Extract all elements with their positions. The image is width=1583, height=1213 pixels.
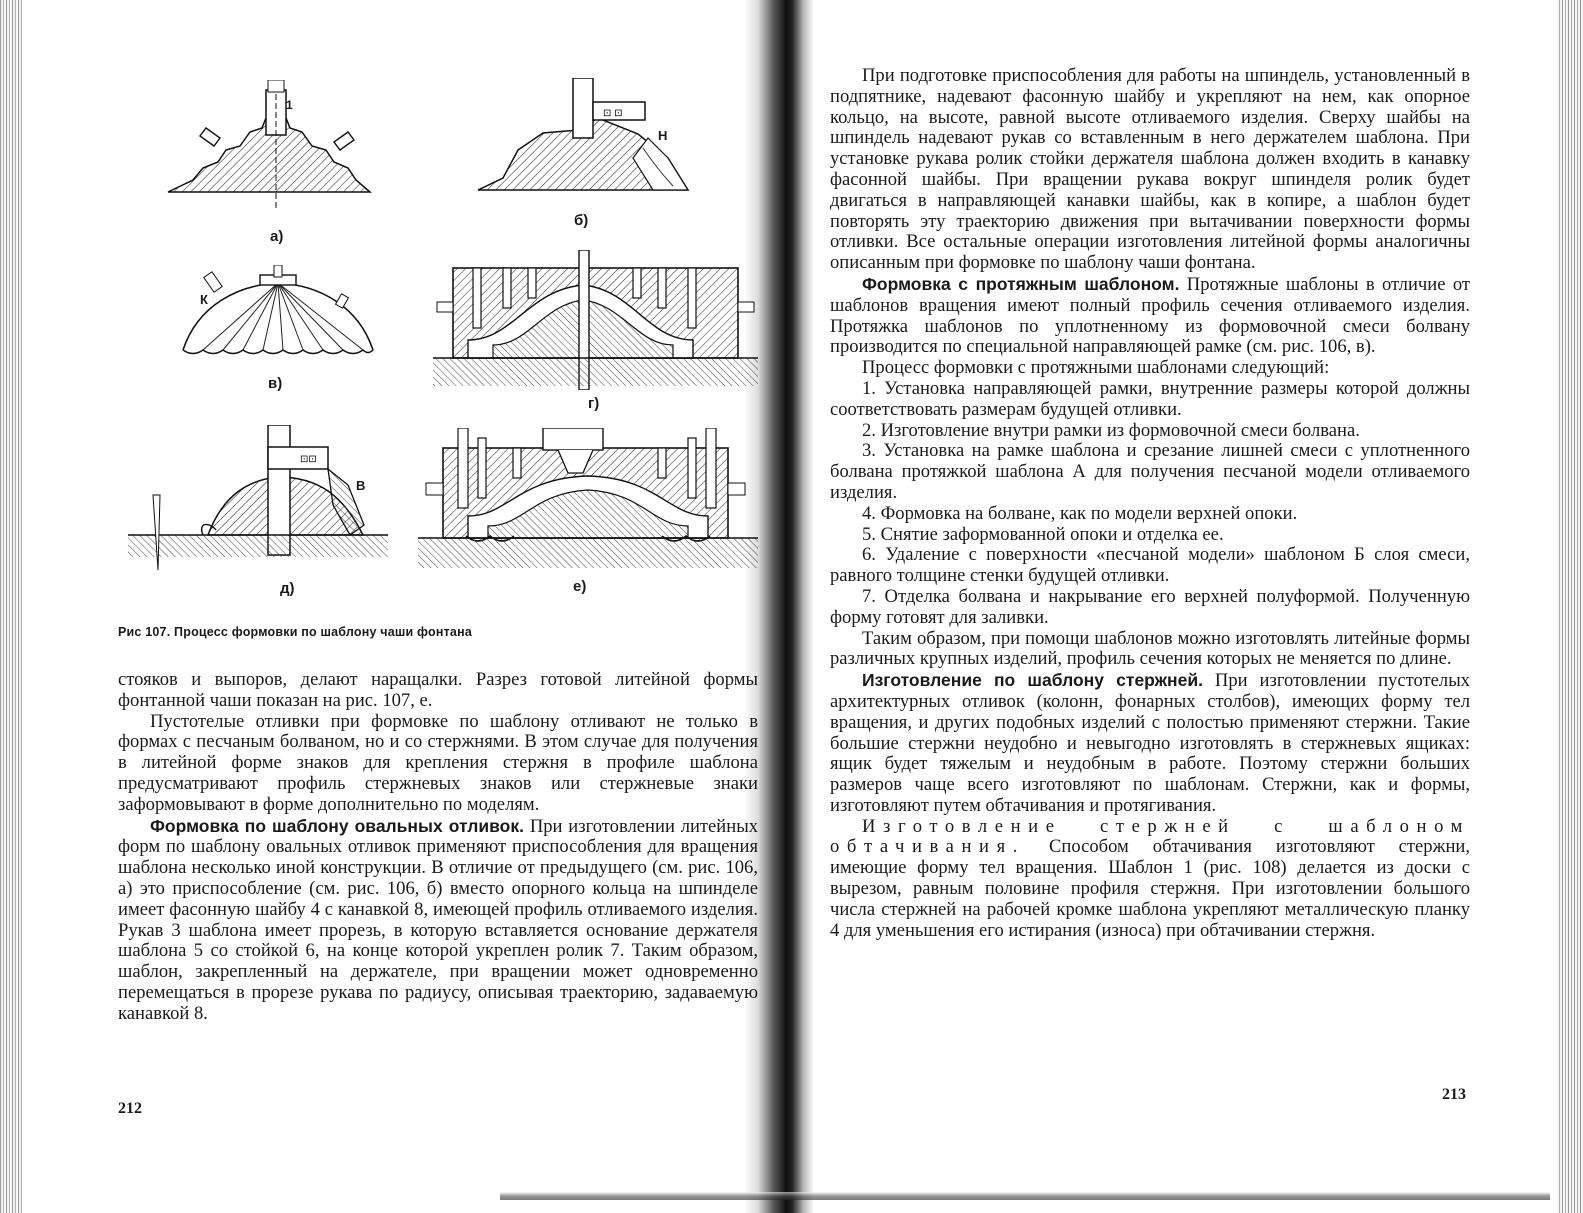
paragraph: Таким образом, при помощи шаблонов можно изготовлять литейные формы различных крупных изделий, профиль сечения которых не меняется по длине. <box>830 627 1470 670</box>
paragraph-cores-body: При изготовлении пустотелых архитектурных отливок (колонн, фонарных столбов), имеющих форму тел вращения, и других подобных изделий с полостью применяют стержни. Такие большие стержни неудобно и невыгодно изготовлять в стержневых ящиках: ящик будет тяжелым и неудобным в работе. Поэтому стержни больших размеров чаще всего изготовляют по шаблонам. Стержни, как и формы, изготовляют путем обтачивания и протягивания. <box>830 670 1470 816</box>
paragraph-pull <box>830 274 1470 358</box>
step-item: 5. Снятие заформованной опоки и отделка ее. <box>862 523 1224 545</box>
figure-g-drawing <box>433 250 758 390</box>
paragraph-turning-body: Способом обтачивания изготовляют стержни, имеющие форму тел вращения. Шаблон 1 (рис. 108) делается из доски с вырезом, равным половине профиля стержня. При изготовлении большого числа стержней на рабочей кромке шаблона укрепляют металлическую планку 4 для уменьшения его истирания (износа) при обтачивании стержня. <box>830 836 1470 941</box>
figure-label-v: в) <box>268 375 283 392</box>
paragraph: Пустотелые отливки при формовке по шаблону отливают не только в формах с песчаным болваном, но и со стержнями. В этом случае для получения в литейной форме знаков для крепления стержня в профиле шаблона предусматривают профиль стержневых знаков или стержневые знаки заформовывают в форме дополнительно по моделям. <box>118 710 758 815</box>
step-item: 7. Отделка болвана и накрывание его верхней полуформой. Полученную форму готовят для заливки. <box>830 585 1470 628</box>
paragraph-pull-body: Протяжные шаблоны в отличие от шаблонов вращения имеют полный профиль сечения отливаемого изделия. Протяжка шаблонов по уплотненному из формовочной смеси болвану производится по специальной направляющей рамке (см. рис. 106, в). <box>830 273 1470 358</box>
figure-label-d: д) <box>280 580 295 597</box>
step-item: 3. Установка на рамке шаблона и срезание лишней смеси с уплотненного болвана протяжкой шаблона А для получения песчаной модели отливаемого изделия. <box>830 440 1470 503</box>
right-page-edge <box>1557 0 1583 1213</box>
section-heading-turning: Изготовление стержней с шаблоном обтачивания. <box>830 815 1470 858</box>
figure-label-a: а) <box>270 228 284 245</box>
step-item: 6. Удаление с поверхности «песчаной модели» шаблоном Б слоя смеси, равного толщине стенки будущей отливки. <box>830 544 1470 587</box>
section-heading-ovals: Формовка по шаблону овальных отливок. <box>150 815 524 836</box>
figure-caption: Рис 107. Процесс формовки по шаблону чаши фонтана <box>118 625 472 639</box>
figure-a-drawing <box>158 80 378 225</box>
figure-107 <box>118 60 758 639</box>
paragraph-ovals <box>118 816 758 1025</box>
left-page-edge <box>0 0 22 1213</box>
callout-k: К <box>200 292 208 307</box>
figure-label-b: б) <box>574 212 589 229</box>
section-heading-cores: Изготовление по шаблону стержней. <box>862 670 1203 691</box>
paragraph-ovals-body: При изготовлении литейных форм по шаблону овальных отливок применяют приспособления для вращения шаблона несколько иной конструкции. В отличие от предыдущего (см. рис. 106, а) это приспособление (см. рис. 106, б) вместо опорного кольца на шпинделе имеет фасонную шайбу 4 с канавкой 8, имеющей профиль отливаемого изделия. Рукав 3 шаблона имеет прорезь, в которую вставляется основание держателя шаблона 5 со стойкой 6, на конце которой укреплен ролик 7. Таким образом, шаблон, закрепленный на держателе, при вращении может одновременно перемещаться в прорезе рукава по радиусу, описывая траекторию, задаваемую канавкой 8. <box>118 815 758 1024</box>
paragraph: При подготовке приспособления для работы на шпиндель, установленный в подпятнике, надевают фасонную шайбу и укрепляют на нем, как опорное кольцо, на высоте, равной высоте отливаемого изделия. Сверху шайбы на шпиндель надевают рукав со вставленным в него держателем шаблона. При установке рукава ролик стойки держателя шаблона должен входить в канавку фасонной шайбы. При вращении рукава вокруг шпинделя ролик будет двигаться в направляющей канавки шайбы, как в копире, а шаблон будет повторять эту траекторию движения при вытачивании поверхности формы отливки. Все остальные операции изготовления литейной формы аналогичны описанным при формовке по шаблону чаши фонтана. <box>830 65 1470 274</box>
step-item: 2. Изготовление внутри рамки из формовочной смеси болвана. <box>862 419 1360 441</box>
figure-d-drawing <box>128 425 388 575</box>
section-heading-pull: Формовка с протяжным шаблоном. <box>862 273 1180 294</box>
paragraph-cores <box>830 670 1470 817</box>
step-item: 1. Установка направляющей рамки, внутренние размеры которой должны соответствовать размерам будущей отливки. <box>830 377 1470 420</box>
left-page <box>118 60 758 1200</box>
callout-h: Н <box>658 128 668 143</box>
svg-text:⊡⊡: ⊡⊡ <box>300 454 317 465</box>
paragraph-turning <box>830 817 1470 942</box>
svg-text:⊡ ⊡: ⊡ ⊡ <box>603 108 623 119</box>
callout-v: В <box>356 478 366 493</box>
process-intro: Процесс формовки с протяжными шаблонами следующий: <box>862 357 1330 379</box>
page-number-right: 213 <box>1442 1086 1466 1103</box>
page-number-left: 212 <box>118 1100 142 1117</box>
paragraph: стояков и выпоров, делают наращалки. Разрез готовой литейной формы фонтанной чаши показан на рис. 107, е. <box>118 669 758 711</box>
callout-1: 1 <box>286 98 293 112</box>
left-page-text <box>118 670 758 1025</box>
figure-v-drawing <box>178 265 378 360</box>
step-item: 4. Формовка на болване, как по модели верхней опоки. <box>862 502 1298 524</box>
figure-b-drawing <box>463 78 703 208</box>
right-page-text <box>830 66 1470 941</box>
figure-e-drawing <box>418 428 758 573</box>
figure-label-g: г) <box>588 395 600 412</box>
figure-label-e: е) <box>573 578 587 595</box>
right-page <box>830 60 1470 1200</box>
